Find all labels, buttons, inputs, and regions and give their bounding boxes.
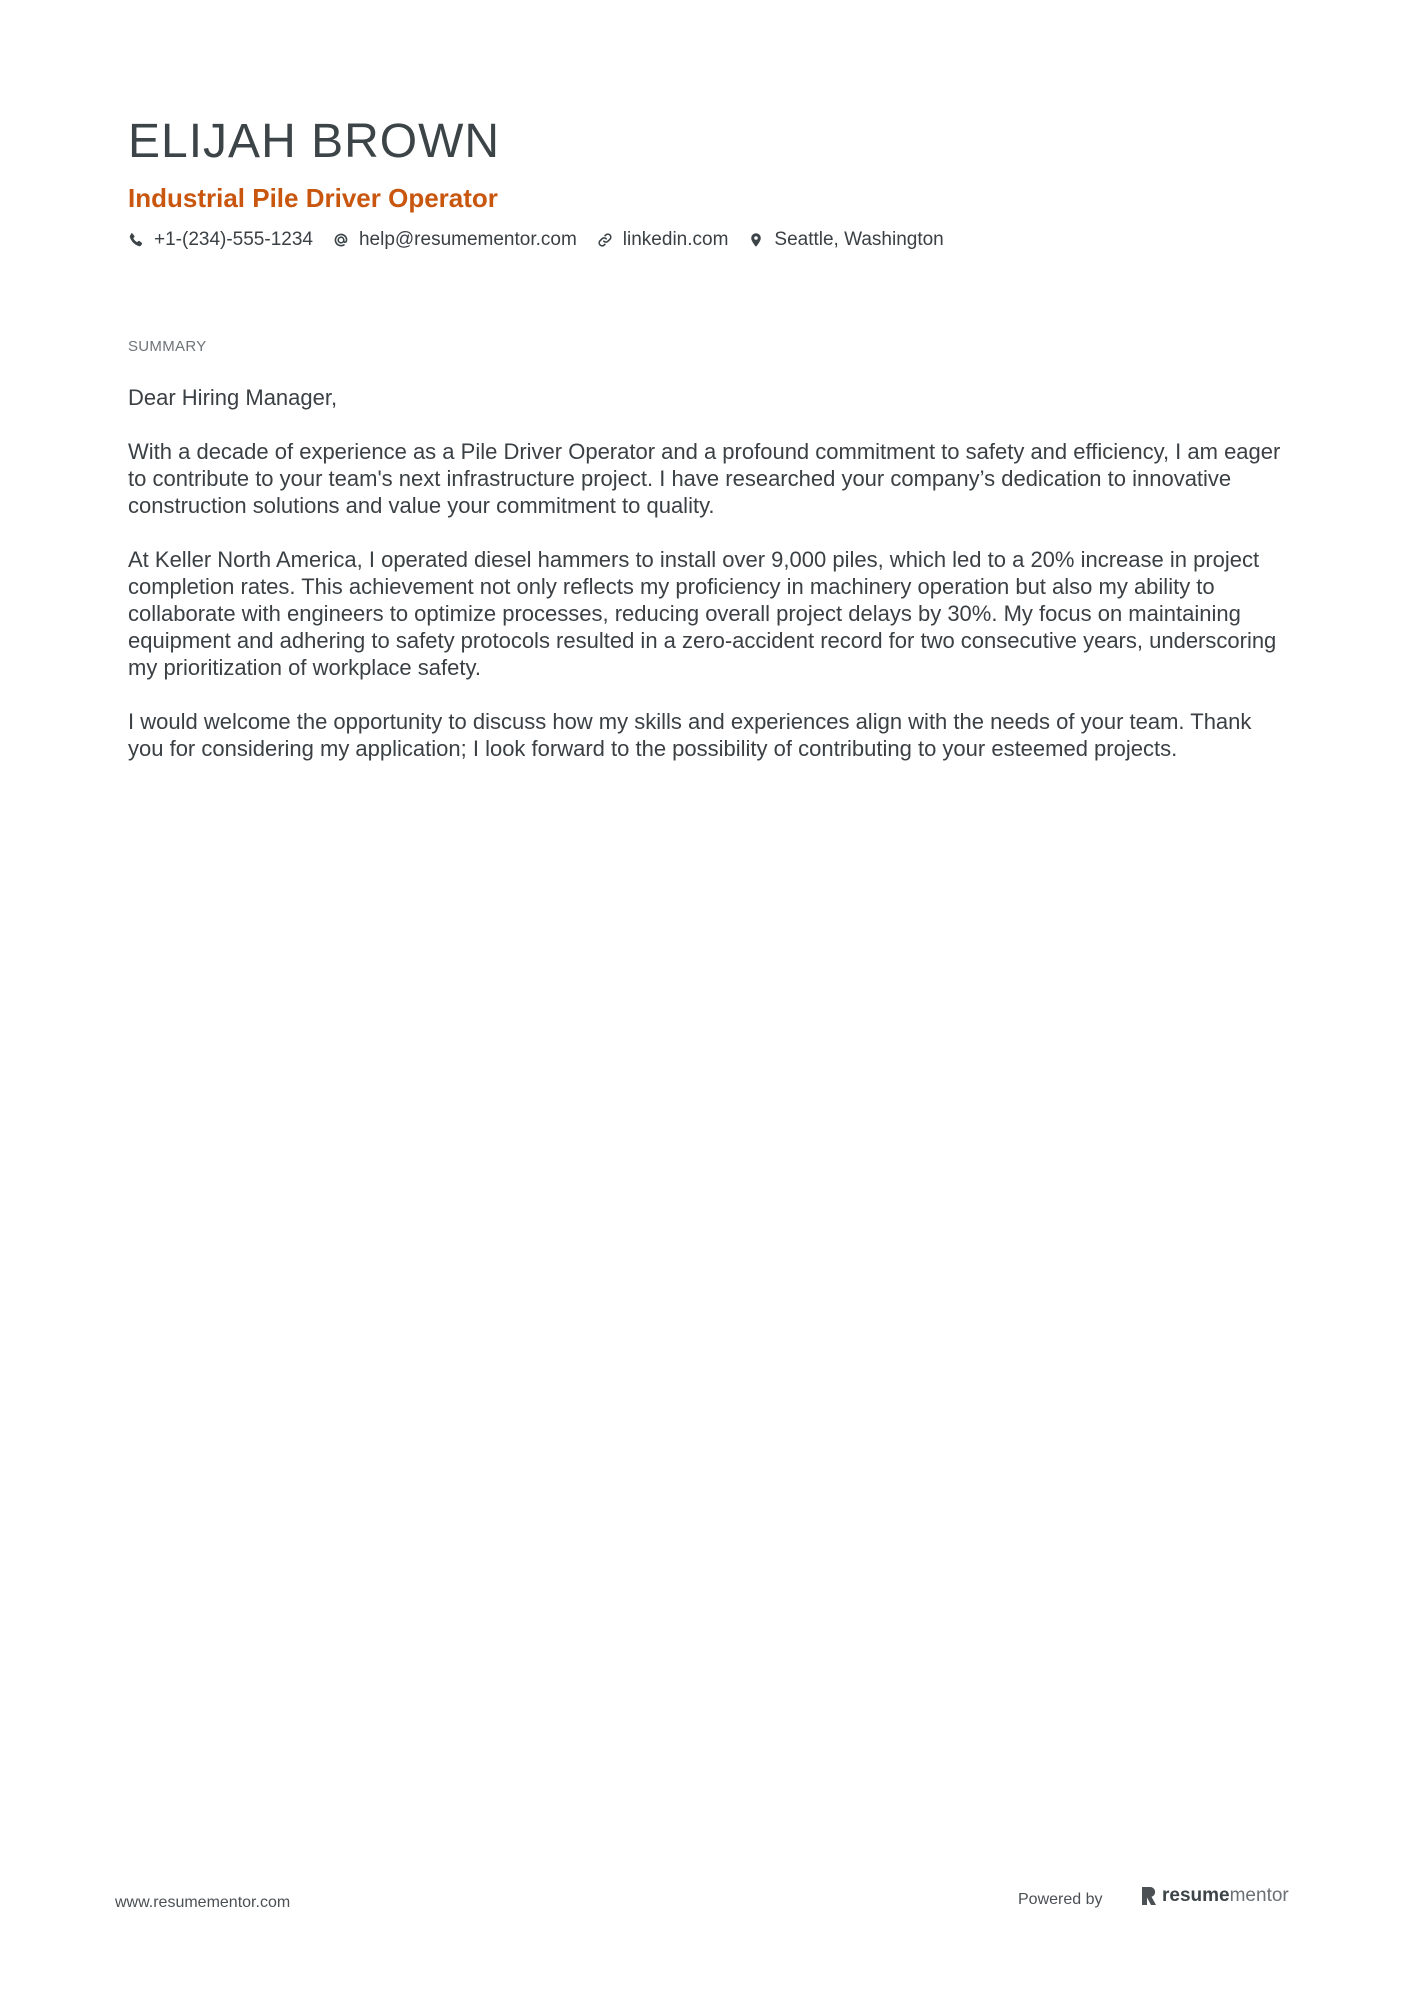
contact-phone [128, 226, 313, 254]
summary-heading: SUMMARY [128, 338, 207, 355]
brand-name-bold: resume [1162, 1885, 1230, 1906]
phone-text: +1-(234)-555-1234 [154, 229, 313, 250]
powered-by-text: Powered by [1018, 1891, 1103, 1908]
location-text: Seattle, Washington [774, 229, 944, 250]
contact-location [748, 226, 943, 254]
link-icon [597, 232, 613, 248]
phone-icon [128, 232, 144, 248]
candidate-name: ELIJAH BROWN [128, 115, 501, 168]
footer-url[interactable]: www.resumementor.com [115, 1894, 291, 1911]
contact-email [333, 226, 577, 254]
resumementor-logo-icon [1140, 1885, 1158, 1907]
contact-website [597, 226, 729, 254]
salutation: Dear Hiring Manager, [128, 385, 338, 410]
location-pin-icon [748, 232, 764, 248]
at-icon [333, 232, 349, 248]
brand-logo[interactable] [1140, 1885, 1289, 1907]
website-text: linkedin.com [622, 229, 729, 250]
job-title: Industrial Pile Driver Operator [128, 183, 498, 213]
contact-bar [128, 226, 964, 254]
letter-body [128, 384, 1288, 789]
brand-name-light: mentor [1229, 1885, 1289, 1906]
letter-paragraph: With a decade of experience as a Pile Driver Operator and a profound commitment to safety and efficiency, I am eager to contribute to your team's next infrastructure project. I have researched your company’s dedication to innovative construction solutions and value your commitment to quality. [128, 439, 1281, 518]
letter-paragraph: I would welcome the opportunity to discuss how my skills and experiences align with the needs of your team. Thank you for considering my application; I look forward to the possibility of contributing to your esteemed projects. [128, 709, 1252, 761]
letter-paragraph: At Keller North America, I operated diesel hammers to install over 9,000 piles, which led to a 20% increase in project completion rates. This achievement not only reflects my proficiency in machinery operation but also my ability to collaborate with engineers to optimize processes, reducing overall project delays by 30%. My focus on maintaining equipment and adhering to safety protocols resulted in a zero-accident record for two consecutive years, underscoring my prioritization of workplace safety. [128, 547, 1277, 680]
email-text: help@resumementor.com [358, 229, 577, 250]
